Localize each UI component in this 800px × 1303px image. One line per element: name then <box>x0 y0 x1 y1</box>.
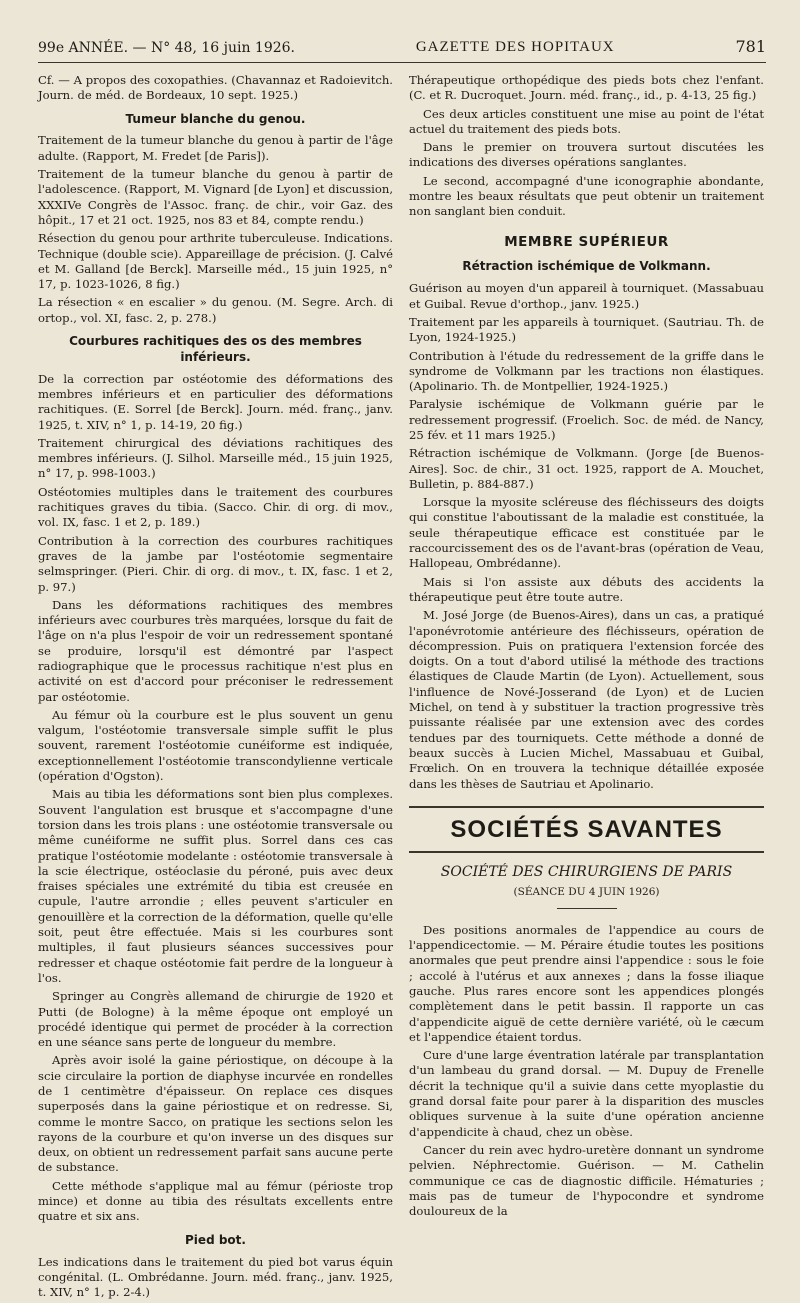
paragraph: Cure d'une large éventration latérale par transplantation d'un lambeau du grand dorsal. — M. Dupuy de Frenelle décrit la technique qu'il a suivie dans cette myoplastie du grand dorsal faite pour parer à la disparition des muscles obliques survenue à la suite d'une opération ancienne d'appendicite à chaud, chez un obèse. <box>409 1048 764 1139</box>
paragraph: M. José Jorge (de Buenos-Aires), dans un cas, a pratiqué l'aponévrotomie antérieure des fléchisseurs, opération de décompression. Puis on pratiquera l'extension forcée des doigts. On a tout d'abord utilisé la méthode des tractions élastiques de Claude Martin (de Lyon). Actuellement, sous l'influence de Nové-Josserand (de Lyon) et de Lucien Michel, on tend à y substituer la traction progressive très puissante réalisée par une extension avec des cordes tendues par des tourniquets. Cette méthode a donné de beaux succès à Lucien Michel, Massabuau et Guibal, Frœlich. On en trouvera la technique détaillée exposée dans les thèses de Sautriau et Apolinario. <box>409 608 764 791</box>
ref-item: La résection « en escalier » du genou. (M. Segre. Arch. di ortop., vol. XI, fasc. 2, p. 278.) <box>38 295 393 325</box>
section-title: Pied bot. <box>185 1232 246 1247</box>
left-column <box>38 73 393 1303</box>
ref-item: Ostéotomies multiples dans le traitement des courbures rachitiques graves du tibia. (Sacco. Chir. di org. di mov., vol. IX, fasc. 1 et 2, p. 189.) <box>38 484 393 530</box>
ref-item: Traitement par les appareils à tourniquet. (Sautriau. Th. de Lyon, 1924-1925.) <box>409 314 764 345</box>
journal-title: GAZETTE DES HOPITAUX <box>415 39 615 55</box>
divider <box>557 908 617 909</box>
paragraph: Après avoir isolé la gaine périostique, on découpe à la scie circulaire la portion de diaphyse incurvée en rondelles de 1 centimètre d'épaisseur. On replace ces disques superposés dans la gaine périostique et on redresse. Si, comme le montre Sacco, on pratique les sections selon les rayons de la courbure et qu'on inverse un des disques sur deux, on obtient un redressement parfait sans aucune perte de substance. <box>38 1053 393 1175</box>
page-number: 781 <box>735 37 766 56</box>
paragraph: Dans le premier on trouvera surtout discutées les indications des diverses opérations sanglantes. <box>409 140 764 170</box>
paragraph: Au fémur où la courbure est le plus souvent un genu valgum, l'ostéotomie transversale simple suffit le plus souvent, rarement l'ostéotomie cunéiforme est indiquée, exceptionnellement l'ostéotomie transcondylienne verticale (opération d'Ogston). <box>38 707 393 784</box>
ref-item: Résection du genou pour arthrite tuberculeuse. Indications. Technique (double scie). Appareillage de précision. (J. Calvé et M. Galland [de Berck]. Marseille méd., 15 juin 1925, n° 17, p. 1023-1026, 8 fig.) <box>38 231 393 292</box>
paragraph: Cette méthode s'applique mal au fémur (périoste trop mince) et donne au tibia des résultats excellents entre quatre et six ans. <box>38 1178 393 1224</box>
section-title: Courbures rachitiques des os des membres inférieurs. <box>69 333 362 364</box>
ref-item: Contribution à la correction des courbures rachitiques graves de la jambe par l'ostéotomie segmentaire selmspringer. (Pieri. Chir. di org. di mov., t. IX, fasc. 1 et 2, p. 97.) <box>38 533 393 594</box>
ref-item: Les indications dans le traitement du pied bot varus équin congénital. (L. Ombrédanne. Journ. méd. franç., janv. 1925, t. XIV, n° 1, p. 2-4.) <box>38 1254 393 1300</box>
right-column <box>409 73 764 1303</box>
paragraph: Des positions anormales de l'appendice au cours de l'appendicectomie. — M. Péraire étudie toutes les positions anormales que peut prendre ainsi l'appendice : sous le foie ; accolé à l'utérus et aux annexes ; dans la fosse iliaque gauche. Plus rares encore sont les appendices plongés complètement dans le petit bassin. Il rapporte un cas d'appendicite aiguë de cette dernière variété, où le cæcum et l'appendice étaient tordus. <box>409 922 764 1044</box>
ref-item: Traitement de la tumeur blanche du genou à partir de l'âge adulte. (Rapport, M. Fredet [de Paris]). <box>38 133 393 163</box>
ref-item: Traitement chirurgical des déviations rachitiques des membres inférieurs. (J. Silhol. Marseille méd., 15 juin 1925, n° 17, p. 998-1003.) <box>38 435 393 481</box>
paragraph: Mais au tibia les déformations sont bien plus complexes. Souvent l'angulation est brusque et s'accompagne d'une torsion dans les trois plans : une ostéotomie transversale ou même cunéiforme ne suffit plus. Sorrel dans ces cas pratique l'ostéotomie modelante : ostéotomie transversale à la scie électrique, ostéoclasie du péroné, puis avec deux fraises spéciales une extrémité du tibia est creusée en cupule, l'autre arrondie ; elles peuvent s'articuler en genouillère et la correction de la déformation, quelle qu'elle soit, peut être effectuée. Mais si les courbures sont multiples, il faut plusieurs séances successives pour redresser et chaque ostéotomie fait perdre de la longueur à l'os. <box>38 787 393 985</box>
page-header <box>38 0 766 63</box>
paragraph: Lorsque la myosite scléreuse des fléchisseurs des doigts qui constitue l'aboutissant de la maladie est constituée, la seule thérapeutique efficace est constituée par le raccourcissement des os de l'avant-bras (opération de Veau, Hallopeau, Ombrédanne). <box>409 495 764 571</box>
ref-item: Paralysie ischémique de Volkmann guérie par le redressement progressif. (Froelich. Soc. de méd. de Nancy, 25 fév. et 11 mars 1925.) <box>409 397 764 442</box>
paragraph: Springer au Congrès allemand de chirurgie de 1920 et Putti (de Bologne) à la même époque ont employé un procédé identique qui permet de procéder à la correction en une séance sans perte de longueur du membre. <box>38 989 393 1050</box>
ref-item: Traitement de la tumeur blanche du genou à partir de l'adolescence. (Rapport, M. Vignard [de Lyon] et discussion, XXXIVe Congrès de l'Assoc. franç. de chir., voir Gaz. des hôpit., 17 et 21 oct. 1925, nos 83 et 84, compte rendu.) <box>38 167 393 227</box>
ref-item: De la correction par ostéotomie des déformations des membres inférieurs et en particulier des déformations rachitiques. (E. Sorrel [de Berck]. Journ. méd. franç., janv. 1925, t. XIV, n° 1, p. 14-19, 20 fig.) <box>38 371 393 432</box>
section-title: Rétraction ischémique de Volkmann. <box>462 259 711 274</box>
paragraph: Ces deux articles constituent une mise au point de l'état actuel du traitement des pieds bots. <box>409 106 764 136</box>
societes-banner: SOCIÉTÉS SAVANTES <box>409 806 764 854</box>
society-name: SOCIÉTÉ DES CHIRURGIENS DE PARIS <box>440 864 733 881</box>
paragraph: Dans les déformations rachitiques des membres inférieurs avec courbures très marquées, lorsque du fait de l'âge on n'a plus l'espoir de voir un redressement spontané se produire, lorsqu'il est démontré par l'aspect radiographique que le processus rachitique n'est plus en activité on est d'accord pour préconiser le redressement par ostéotomie. <box>38 597 393 704</box>
header-issue: 99e ANNÉE. — N° 48, 16 juin 1926. <box>38 40 296 56</box>
paragraph: Mais si l'on assiste aux débuts des accidents la thérapeutique peut être toute autre. <box>409 574 764 604</box>
section-title: Tumeur blanche du genou. <box>125 111 306 126</box>
ref-item: Rétraction ischémique de Volkmann. (Jorge [de Buenos-Aires]. Soc. de chir., 31 oct. 1925, rapport de A. Mouchet, Bulletin, p. 884-887.) <box>409 446 764 491</box>
session-date: (SÉANCE DU 4 JUIN 1926) <box>513 885 660 898</box>
intro-ref: Cf. — A propos des coxopathies. (Chavannaz et Radoievitch. Journ. de méd. de Bordeaux, 10 sept. 1925.) <box>38 73 393 103</box>
section-heading: MEMBRE SUPÉRIEUR <box>504 233 669 250</box>
paragraph: Cancer du rein avec hydro-uretère donnant un syndrome pelvien. Néphrectomie. Guérison. — M. Cathelin communique ce cas de diagnostic difficile. Hématuries ; mais pas de tumeur de l'hypocondre et syndrome douloureux de la <box>409 1142 764 1219</box>
ref-item: Thérapeutique orthopédique des pieds bots chez l'enfant. (C. et R. Ducroquet. Journ. méd. franç., id., p. 4-13, 25 fig.) <box>409 73 764 103</box>
ref-item: Guérison au moyen d'un appareil à tourniquet. (Massabuau et Guibal. Revue d'orthop., janv. 1925.) <box>409 281 764 311</box>
ref-item: Contribution à l'étude du redressement de la griffe dans le syndrome de Volkmann par les tractions non élastiques. (Apolinario. Th. de Montpellier, 1924-1925.) <box>409 348 764 394</box>
paragraph: Le second, accompagné d'une iconographie abondante, montre les beaux résultats que peut obtenir un traitement non sanglant bien conduit. <box>409 173 764 219</box>
